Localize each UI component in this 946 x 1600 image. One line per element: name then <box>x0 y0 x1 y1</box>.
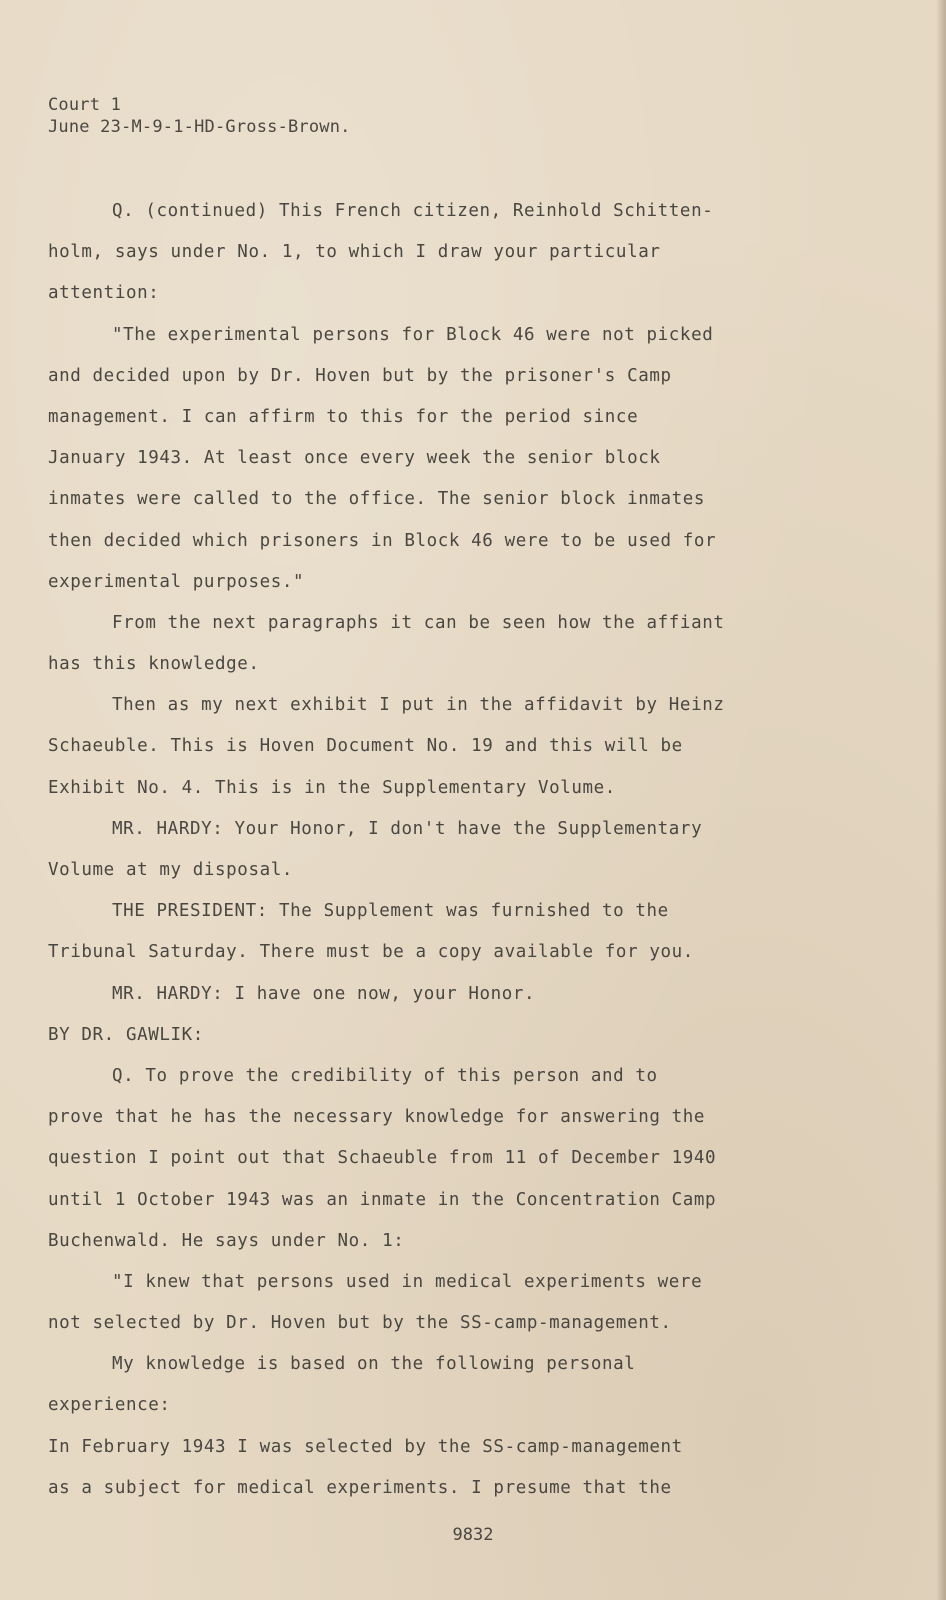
transcript-line: has this knowledge. <box>48 654 260 675</box>
session-reference: June 23-M-9-1-HD-Gross-Brown. <box>48 117 351 137</box>
transcript-line: MR. HARDY: I have one now, your Honor. <box>112 983 536 1004</box>
transcript-line: Tribunal Saturday. There must be a copy available for you. <box>48 942 694 963</box>
transcript-line: attention: <box>48 283 160 304</box>
transcript-line: Schaeuble. This is Hoven Document No. 19 and this will be <box>48 736 683 757</box>
transcript-line: as a subject for medical experiments. I presume that the <box>48 1477 672 1498</box>
page-number: 9832 <box>452 1525 494 1545</box>
transcript-line: "I knew that persons used in medical experiments were <box>112 1271 703 1292</box>
transcript-line: until 1 October 1943 was an inmate in the Concentration Camp <box>48 1189 717 1210</box>
transcript-line: management. I can affirm to this for the period since <box>48 406 639 427</box>
transcript-line: holm, says under No. 1, to which I draw your particular <box>48 242 661 263</box>
transcript-line: Volume at my disposal. <box>48 860 293 880</box>
transcript-line: Then as my next exhibit I put in the affidavit by Heinz <box>112 695 725 716</box>
transcript-line: experimental purposes." <box>48 571 305 592</box>
transcript-line: experience: <box>48 1395 171 1416</box>
transcript-line: THE PRESIDENT: The Supplement was furnished to the <box>112 901 669 922</box>
transcript-line: Q. To prove the credibility of this person and to <box>112 1065 658 1086</box>
transcript-line: Buchenwald. He says under No. 1: <box>48 1230 405 1251</box>
document-header <box>48 94 351 138</box>
transcript-line: "The experimental persons for Block 46 were not picked <box>112 324 714 345</box>
transcript-line: question I point out that Schaeuble from 11 of December 1940 <box>48 1148 717 1169</box>
court-label: Court 1 <box>48 95 122 115</box>
transcript-line: and decided upon by Dr. Hoven but by the prisoner's Camp <box>48 365 672 386</box>
transcript-line: My knowledge is based on the following personal <box>112 1354 636 1375</box>
transcript-line: January 1943. At least once every week the senior block <box>48 448 661 469</box>
transcript-line: Q. (continued) This French citizen, Reinhold Schitten- <box>112 201 714 221</box>
transcript-line: prove that he has the necessary knowledge for answering the <box>48 1107 706 1128</box>
transcript-line: not selected by Dr. Hoven but by the SS-camp-management. <box>48 1313 672 1334</box>
transcript-line: then decided which prisoners in Block 46 were to be used for <box>48 530 717 551</box>
transcript-line: From the next paragraphs it can be seen how the affiant <box>112 612 725 633</box>
transcript-line: MR. HARDY: Your Honor, I don't have the Supplementary <box>112 818 703 839</box>
transcript-body <box>48 191 788 1509</box>
transcript-line: BY DR. GAWLIK: <box>48 1024 204 1045</box>
transcript-line: In February 1943 I was selected by the SS-camp-management <box>48 1436 683 1457</box>
transcript-line: inmates were called to the office. The senior block inmates <box>48 489 706 510</box>
transcript-line: Exhibit No. 4. This is in the Supplementary Volume. <box>48 777 616 798</box>
